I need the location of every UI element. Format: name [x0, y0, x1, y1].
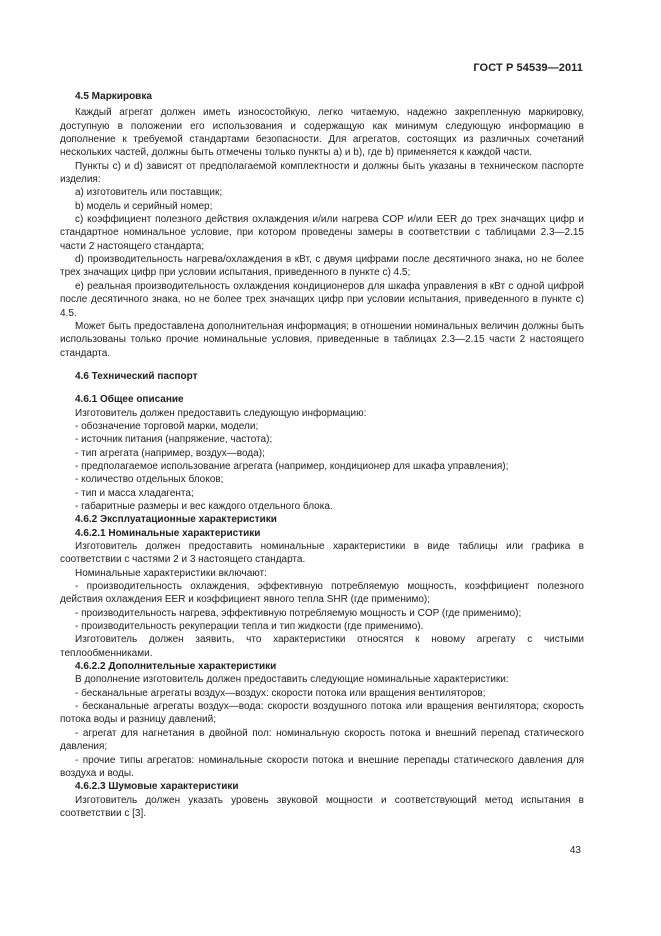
list-item-c: c) коэффициент полезного действия охлаждения и/или нагрева COP и/или EER до трех значащих цифр и стандартное номинальное условие, при котором проведены замеры в соответствии с таблицами 2.3—2.15 части 2 настоящего стандарта;: [60, 214, 584, 252]
subsection-4-6-2-2-heading: 4.6.2.2 Дополнительные характеристики: [75, 661, 277, 673]
list-item: - источник питания (напряжение, частота);: [75, 434, 273, 446]
list-item: - бесканальные агрегаты воздух—воздух: скорости потока или вращения вентиляторов;: [75, 687, 486, 699]
list-item: - производительность рекуперации тепла и тип жидкости (где применимо).: [75, 621, 424, 633]
document-body: [60, 90, 584, 820]
list-item: - производительность нагрева, эффективную потребляемую мощность и COP (где применимо);: [75, 607, 522, 619]
subsection-4-6-2-heading: 4.6.2 Эксплуатационные характеристики: [75, 514, 277, 526]
list-item-e: e) реальная производительность охлаждения кондиционеров для шкафа управления в кВт с одной цифрой после десятичного знака, но не более трех значащих цифр при условии испытания, приведенного в пункте c) 4.5.: [60, 280, 584, 319]
paragraph: Пункты c) и d) зависят от предполагаемой комплектности и должны быть указаны в техническом паспорте изделия:: [60, 160, 584, 186]
list-item: - тип и масса хладагента;: [75, 487, 194, 499]
paragraph: Изготовитель должен указать уровень звуковой мощности и соответствующий метод испытания в соответствии с [3].: [60, 794, 584, 819]
paragraph: Номинальные характеристики включают:: [75, 567, 267, 579]
page-number: 43: [569, 845, 581, 856]
paragraph: Каждый агрегат должен иметь износостойкую, легко читаемую, надежно закрепленную маркировку, доступную в положении его использования и содержащую как минимум следующую информацию в дополнение к требуемой стандартами безопасности. Для агрегатов, состоящих из различных сочетаний нескольких частей, должны быть отмечены только пункты a) и b), где b) применяется к каждой части.: [60, 107, 584, 159]
section-4-5-heading: 4.5 Маркировка: [75, 91, 152, 102]
section-4-6-heading: 4.6 Технический паспорт: [75, 370, 198, 382]
paragraph: Изготовитель должен предоставить следующую информацию:: [75, 407, 367, 419]
list-item: - прочие типы агрегатов: номинальные скорости потока и внешние перепады статического давления для воздуха и воды.: [60, 754, 584, 779]
list-item-d: d) производительность нагрева/охлаждения в кВт, с двумя цифрами после десятичного знака, но не более трех значащих цифр при условии испытания, приведенного в пункте c) 4.5;: [60, 254, 584, 279]
paragraph: Изготовитель должен заявить, что характеристики относятся к новому агрегату с чистыми теплообменниками.: [60, 634, 584, 659]
list-item: - производительность охлаждения, эффективную потребляемую мощность, коэффициент полезного действия охлаждения EER и коэффициент явного тепла SHR (где применимо);: [60, 581, 584, 606]
list-item: - агрегат для нагнетания в двойной пол: номинальную скорость потока и внешний перепад статического давления;: [60, 727, 584, 753]
paragraph: Изготовитель должен предоставить номинальные характеристики в виде таблицы или графика в соответствии с частями 2 и 3 настоящего стандарта.: [60, 541, 584, 566]
list-item: - габаритные размеры и вес каждого отдельного блока.: [75, 500, 333, 512]
list-item: - количество отдельных блоков;: [75, 474, 224, 486]
subsection-4-6-1-heading: 4.6.1 Общее описание: [75, 394, 184, 406]
paragraph: В дополнение изготовитель должен предоставить следующие номинальные характеристики:: [75, 674, 509, 686]
list-item: - обозначение торговой марки, модели;: [75, 420, 259, 432]
subsection-4-6-2-1-heading: 4.6.2.1 Номинальные характеристики: [75, 527, 261, 539]
list-item: - тип агрегата (например, воздух—вода);: [75, 447, 265, 459]
list-item-b: b) модель и серийный номер;: [75, 200, 213, 212]
subsection-4-6-2-3-heading: 4.6.2.3 Шумовые характеристики: [75, 781, 239, 793]
document-header-id: ГОСТ Р 54539—2011: [473, 62, 583, 74]
list-item: - бесканальные агрегаты воздух—вода: скорости воздушного потока или вращения вентилятора; скорость потока воды и разницу давлений;: [60, 701, 584, 726]
paragraph: Может быть предоставлена дополнительная информация; в отношении номинальных величин должны быть использованы только прочие номинальные условия, приведенные в таблицах 2.3—2.15 части 2 настоящего стандарта.: [60, 320, 584, 359]
list-item-a: a) изготовитель или поставщик;: [75, 187, 223, 199]
list-item: - предполагаемое использование агрегата (например, кондиционер для шкафа управления);: [75, 460, 509, 472]
